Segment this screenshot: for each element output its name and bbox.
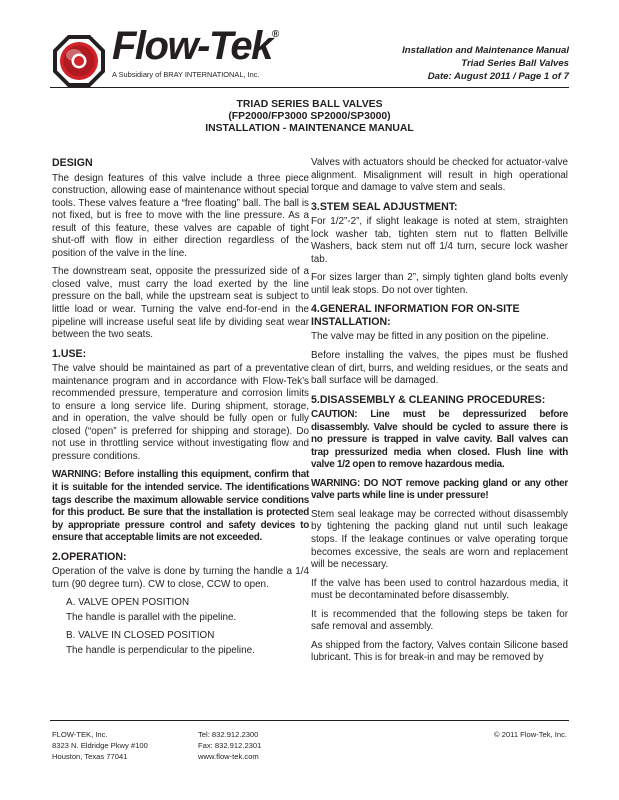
right-column bbox=[311, 157, 568, 671]
left-column bbox=[52, 157, 309, 664]
footer-address bbox=[52, 729, 148, 762]
install-paragraph-1: The valve may be fitted in any position on the pipeline. bbox=[311, 331, 549, 343]
brand-name: Flow-Tek® bbox=[112, 24, 280, 68]
section-disassembly-heading: 5.DISASSEMBLY & CLEANING PROCEDURES: bbox=[311, 393, 546, 406]
section-use-heading: 1.USE: bbox=[52, 347, 87, 360]
use-paragraph: The valve should be maintained as part of a preventative maintenance program and in accordance with Flow-Tek’s recommended pressure, temperature and corrosion limits to ensure a long service life. During shipment, storage, and in operation, the valve should be fully open or fully closed (“open” is preferred for shipping and storage). Do not use in throttling service without investigating flow and pressure conditions. bbox=[52, 363, 309, 462]
section-installation-heading: 4.GENERAL INFORMATION FOR ON-SITE INSTALLATION: bbox=[311, 303, 520, 328]
manual-title: Installation and Maintenance Manual bbox=[402, 45, 569, 56]
header-document-info bbox=[402, 44, 569, 83]
footer-web[interactable]: www.flow-tek.com bbox=[198, 752, 259, 761]
disassembly-paragraph-3: It is recommended that the following steps be taken for safe removal and assembly. bbox=[311, 608, 568, 633]
header-divider bbox=[50, 87, 569, 88]
disassembly-caution: CAUTION: Line must be depressurized before disassembly. Valve should be cycled to assure there is no pressure is trapped in valve cavity. Ball valves can trap pressurized media when closed. Flush line with valve 1/2 open to remove hazardous media. bbox=[311, 409, 568, 471]
product-series: Triad Series Ball Valves bbox=[461, 58, 569, 69]
section-stem-seal-heading: 3.STEM SEAL ADJUSTMENT: bbox=[311, 200, 458, 213]
disassembly-paragraph-2: If the valve has been used to control hazardous media, it must be decontaminated before disassembly. bbox=[311, 577, 568, 602]
disassembly-warning: WARNING: DO NOT remove packing gland or any other valve parts while line is under pressure! bbox=[311, 477, 568, 502]
footer-contact bbox=[198, 729, 261, 762]
footer-copyright: © 2011 Flow-Tek, Inc. bbox=[494, 730, 567, 739]
section-design-heading: DESIGN bbox=[52, 157, 93, 169]
document-title bbox=[50, 99, 569, 135]
use-warning: WARNING: Before installing this equipment, confirm that it is suitable for the intended service. The identifications tags describe the maximum allowable service conditions for this product. Be sure that the installation is protected by appropriate pressure control and safety devices to ensure that acceptable limits are not exceeded. bbox=[52, 469, 309, 544]
title-line-1: TRIAD SERIES BALL VALVES bbox=[236, 99, 383, 110]
footer-company: FLOW-TEK, Inc. bbox=[52, 730, 108, 739]
valve-closed-heading: B. VALVE IN CLOSED POSITION bbox=[66, 630, 215, 642]
install-paragraph-2: Before installing the valves, the pipes must be flushed clean of dirt, burrs, and welding residues, or the seats and ball surface will be damaged. bbox=[311, 349, 568, 387]
title-line-3: INSTALLATION - MAINTENANCE MANUAL bbox=[205, 123, 414, 134]
footer-tel: Tel: 832.912.2300 bbox=[198, 730, 259, 739]
flow-tek-logo-icon bbox=[52, 34, 106, 88]
actuator-paragraph: Valves with actuators should be checked for actuator-valve alignment. Misalignment will result in high operational torque and damage to valve stem and seals. bbox=[311, 157, 568, 194]
valve-open-heading: A. VALVE OPEN POSITION bbox=[66, 597, 190, 609]
valve-closed-text: The handle is perpendicular to the pipeline. bbox=[66, 645, 255, 656]
stem-paragraph-1: For 1/2”-2”, if slight leakage is noted at stem, straighten lock washer tab, tighten stem nut to flatten Bellville Washers, back stem nut off 1/4 turn, secure lock washer tab. bbox=[311, 216, 568, 265]
brand-subsidiary-line: A Subsidiary of BRAY INTERNATIONAL, Inc. bbox=[112, 70, 260, 79]
operation-paragraph: Operation of the valve is done by turning the handle a 1/4 turn (90 degree turn). CW to close, CCW to open. bbox=[52, 566, 309, 590]
footer-divider bbox=[50, 720, 569, 721]
stem-paragraph-2: For sizes larger than 2”, simply tighten gland bolts evenly until leak stops. Do not over tighten. bbox=[311, 272, 568, 296]
section-operation-heading: 2.OPERATION: bbox=[52, 550, 127, 563]
registered-mark: ® bbox=[271, 29, 280, 40]
design-paragraph-2: The downstream seat, opposite the pressurized side of a closed valve, must carry the load exerted by the line pressure on the ball, while the upstream seat is subject to little load or wear. Turning the valve end-for-end in the pipeline will increase useful seat life by dividing seat wear between the two seats. bbox=[52, 266, 309, 341]
disassembly-paragraph-4: As shipped from the factory, Valves contain Silicone based lubricant. This is for break-in and may be removed by bbox=[311, 639, 568, 664]
footer-fax: Fax: 832.912.2301 bbox=[198, 741, 262, 750]
date-page: Date: August 2011 / Page 1 of 7 bbox=[427, 71, 569, 82]
footer-city: Houston, Texas 77041 bbox=[52, 752, 128, 761]
footer-street: 8323 N. Eldridge Pkwy #100 bbox=[52, 741, 148, 750]
valve-open-text: The handle is parallel with the pipeline. bbox=[66, 611, 237, 623]
title-line-2: (FP2000/FP3000 SP2000/SP3000) bbox=[228, 111, 391, 122]
disassembly-paragraph-1: Stem seal leakage may be corrected without disassembly by tightening the packing gland nut until such leakage stops. If the leakage continues or valve operating torque becomes excessive, the seals are worn and replacement will be necessary. bbox=[311, 508, 568, 571]
design-paragraph-1: The design features of this valve include a three piece construction, allowing ease of maintenance without special tools. These valves feature a “free floating” ball. The ball is not fixed, but is free to move with the line pressure. As a result of this feature, these valves are capable of tight shut-off with flow in either direction regardless of the position of the valve in the line. bbox=[52, 172, 309, 259]
